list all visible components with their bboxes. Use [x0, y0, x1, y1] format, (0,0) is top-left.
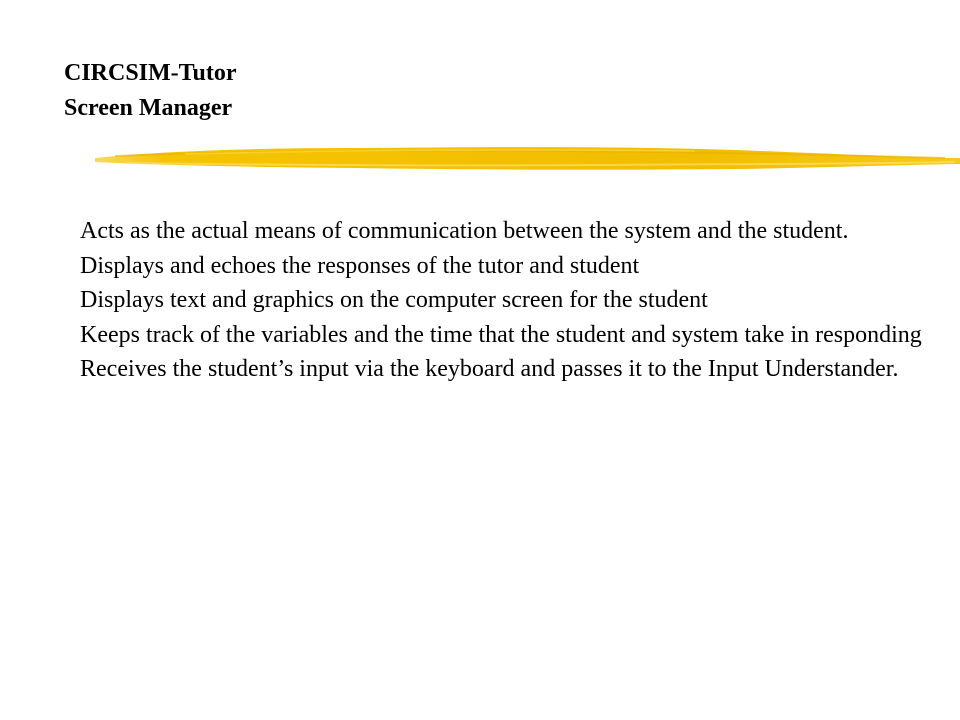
title-line-2: Screen Manager: [64, 95, 233, 121]
bullet-item: Acts as the actual means of communication between the system and the student.: [80, 218, 849, 244]
bullet-item: Receives the student’s input via the keyboard and passes it to the Input Understander.: [80, 356, 899, 382]
bullet-item: Displays text and graphics on the computer screen for the student: [80, 287, 708, 313]
bullet-item: Keeps track of the variables and the time that the student and system take in responding: [80, 321, 922, 348]
bullet-item: Displays and echoes the responses of the tutor and student: [80, 252, 640, 279]
yellow-brush-underline: [95, 138, 960, 178]
bullet-list: [80, 214, 940, 387]
title-line-1: CIRCSIM-Tutor: [64, 60, 237, 86]
slide-title: [64, 56, 236, 126]
